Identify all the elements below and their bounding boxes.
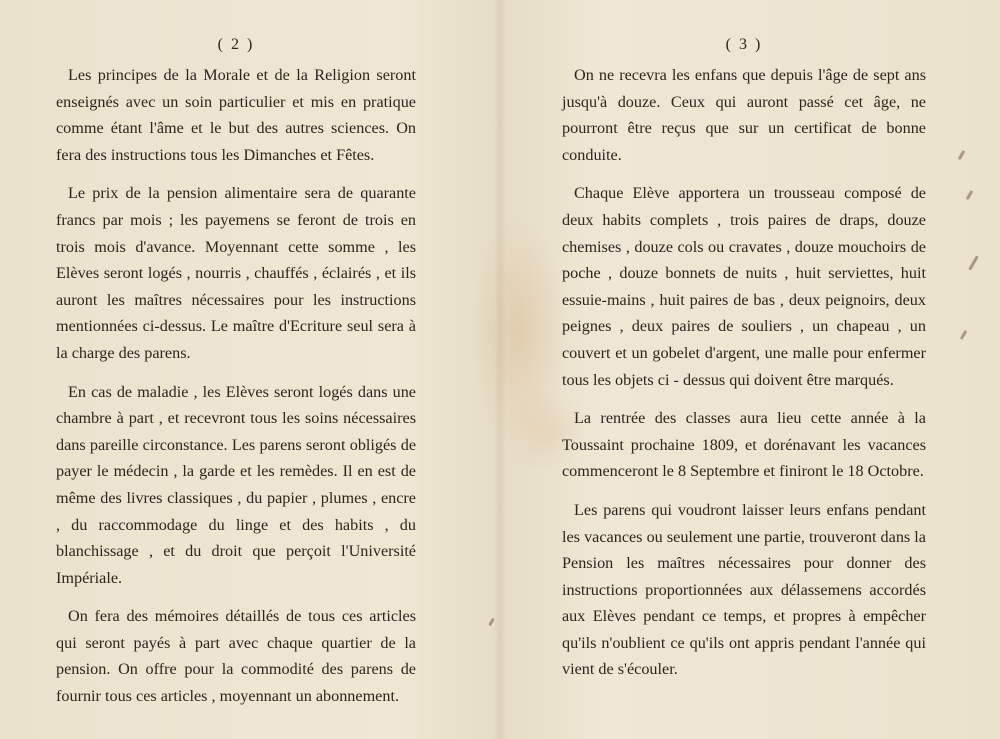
book-gutter (494, 0, 506, 739)
ink-mark (966, 190, 974, 200)
paragraph: En cas de maladie , les Elèves seront logés dans une chambre à part , et recevront tous les soins nécessaires dans pareille circonstance. Les parens seront obligés de payer le médecin , la garde et les remèdes. Il en est de même des livres classiques , du papier , plumes , encre , du raccommodage du linge et des habits , du blanchissage , et du droit que perçoit l'Université Impériale. (56, 382, 416, 587)
paragraph: On fera des mémoires détaillés de tous ces articles qui seront payés à part avec chaque quartier de la pension. On offre pour la commodité des parens de fournir tous ces articles , moyennant un abonnement. (56, 607, 416, 706)
right-page (562, 34, 926, 695)
paragraph: Les principes de la Morale et de la Religion seront enseignés avec un soin particulier et mis en pratique comme étant l'âme et le but des autres sciences. On fera des instructions tous les Dimanches et Fêtes. (56, 66, 416, 164)
page-number-3: ( 3 ) (725, 36, 763, 53)
ink-mark (958, 150, 966, 160)
ink-mark (968, 255, 979, 270)
paragraph: On ne recevra les enfans que depuis l'âge de sept ans jusqu'à douze. Ceux qui auront passé cet âge, ne pourront être reçus que sur un certificat de bonne conduite. (562, 66, 926, 164)
paragraph: Le prix de la pension alimentaire sera de quarante francs par mois ; les payemens se feront de trois en trois mois d'avance. Moyennant cette somme , les Elèves seront logés , nourris , chauffés , éclairés , et ils auront les maîtres nécessaires pour les instructions mentionnées ci-dessus. Le maître d'Ecriture seul sera à la charge des parens. (56, 184, 416, 362)
page-number-2: ( 2 ) (217, 36, 255, 53)
paragraph: Chaque Elève apportera un trousseau composé de deux habits complets , trois paires de draps, douze chemises , douze cols ou cravates , douze mouchoirs de poche , douze bonnets de nuits , huit serviettes, huit essuie-mains , huit paires de bas , deux peignoirs, deux peignes , deux paires de souliers , un chapeau , un couvert et un gobelet d'argent, une malle pour enfermer tous les objets ci - dessus qui doivent être marqués. (562, 184, 926, 389)
left-page (56, 34, 416, 722)
ink-mark (960, 330, 968, 340)
paragraph: Les parens qui voudront laisser leurs enfans pendant les vacances ou seulement une partie, trouveront dans la Pension les maîtres nécessaires pour donner des instructions proportionnées aux délassemens accordés aux Elèves pendant ce temps, et propres à empêcher qu'ils n'oublient ce qu'ils ont appris pendant l'année qui vient de s'écouler. (562, 500, 926, 679)
paragraph: La rentrée des classes aura lieu cette année à la Toussaint prochaine 1809, et dorénavant les vacances commenceront le 8 Septembre et finiront le 18 Octobre. (562, 409, 926, 481)
